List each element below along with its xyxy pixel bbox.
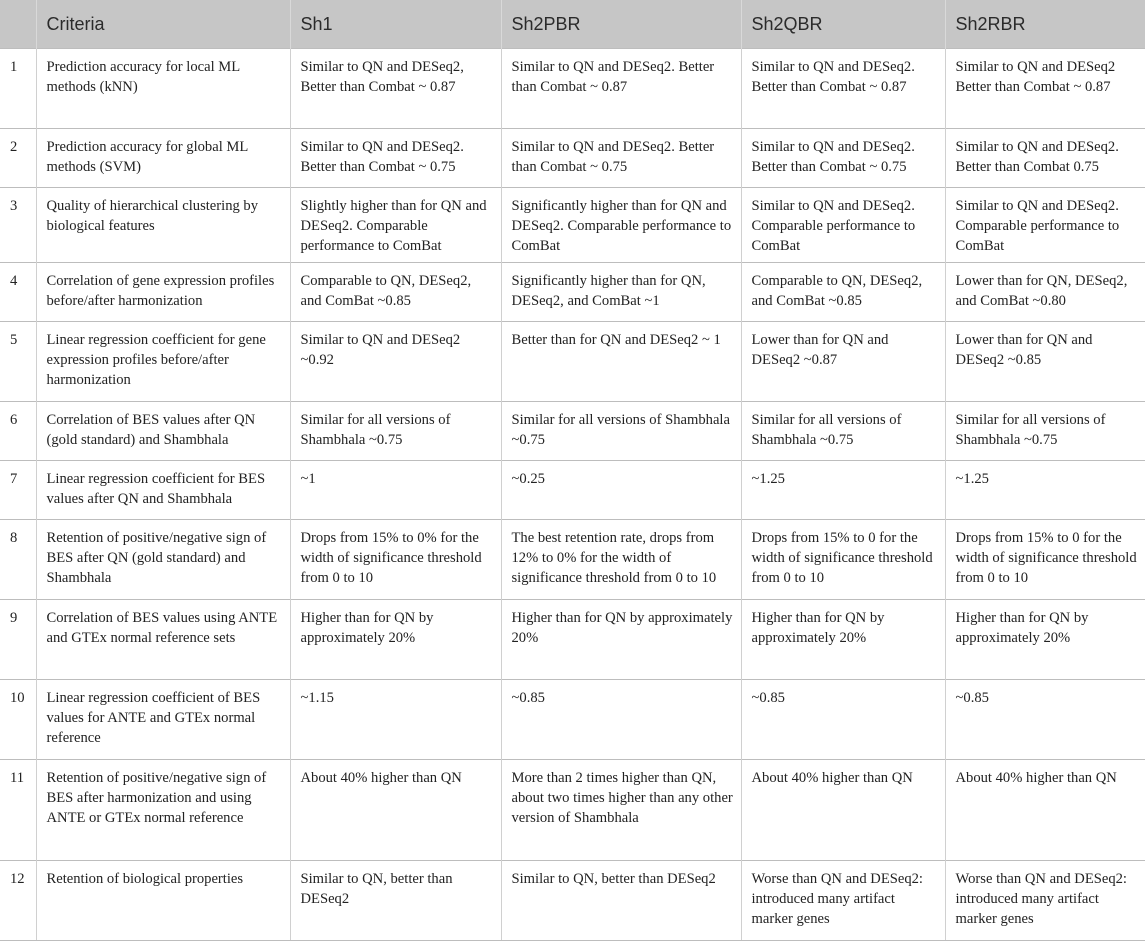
header-sh1: Sh1 [290,0,501,48]
cell-index: 2 [0,128,36,187]
table-body [0,48,1145,940]
cell-sh2qbr: Comparable to QN, DESeq2, and ComBat ~0.85 [741,262,945,321]
cell-sh2rbr: Drops from 15% to 0 for the width of significance threshold from 0 to 10 [945,519,1145,599]
table-row [0,321,1145,401]
cell-index: 8 [0,519,36,599]
cell-sh2qbr: Lower than for QN and DESeq2 ~0.87 [741,321,945,401]
header-criteria: Criteria [36,0,290,48]
cell-index: 10 [0,679,36,759]
cell-sh2qbr: Similar to QN and DESeq2. Comparable performance to ComBat [741,187,945,262]
cell-sh2rbr: Lower than for QN, DESeq2, and ComBat ~0.80 [945,262,1145,321]
cell-criteria: Retention of positive/negative sign of BES after QN (gold standard) and Shambhala [36,519,290,599]
cell-sh2pbr: Better than for QN and DESeq2 ~ 1 [501,321,741,401]
cell-sh2rbr: Worse than QN and DESeq2: introduced many artifact marker genes [945,860,1145,940]
cell-sh2qbr: ~0.85 [741,679,945,759]
cell-index: 3 [0,187,36,262]
cell-sh2qbr: Drops from 15% to 0 for the width of significance threshold from 0 to 10 [741,519,945,599]
cell-criteria: Correlation of BES values after QN (gold standard) and Shambhala [36,401,290,460]
cell-index: 4 [0,262,36,321]
cell-sh1: Similar to QN and DESeq2. Better than Combat ~ 0.75 [290,128,501,187]
cell-sh2rbr: ~0.85 [945,679,1145,759]
table-row [0,401,1145,460]
cell-sh2qbr: ~1.25 [741,460,945,519]
cell-sh2rbr: About 40% higher than QN [945,759,1145,860]
header-sh2pbr: Sh2PBR [501,0,741,48]
cell-criteria: Correlation of gene expression profiles before/after harmonization [36,262,290,321]
cell-index: 9 [0,599,36,679]
cell-sh2qbr: Higher than for QN by approximately 20% [741,599,945,679]
cell-sh2rbr: ~1.25 [945,460,1145,519]
cell-sh1: Slightly higher than for QN and DESeq2. Comparable performance to ComBat [290,187,501,262]
cell-index: 11 [0,759,36,860]
cell-sh1: Similar to QN and DESeq2 ~0.92 [290,321,501,401]
header-sh2qbr: Sh2QBR [741,0,945,48]
cell-criteria: Prediction accuracy for local ML methods (kNN) [36,48,290,128]
cell-sh2pbr: Similar to QN and DESeq2. Better than Combat ~ 0.87 [501,48,741,128]
cell-sh2pbr: Significantly higher than for QN and DESeq2. Comparable performance to ComBat [501,187,741,262]
cell-index: 6 [0,401,36,460]
cell-index: 7 [0,460,36,519]
cell-criteria: Retention of positive/negative sign of BES after harmonization and using ANTE or GTEx normal reference [36,759,290,860]
cell-sh1: Comparable to QN, DESeq2, and ComBat ~0.85 [290,262,501,321]
table-row [0,187,1145,262]
table-row [0,599,1145,679]
cell-sh1: ~1 [290,460,501,519]
table-row [0,262,1145,321]
cell-sh2pbr: Significantly higher than for QN, DESeq2, and ComBat ~1 [501,262,741,321]
cell-sh1: Drops from 15% to 0% for the width of significance threshold from 0 to 10 [290,519,501,599]
cell-sh2pbr: ~0.25 [501,460,741,519]
cell-sh2pbr: ~0.85 [501,679,741,759]
header-index [0,0,36,48]
table-row [0,460,1145,519]
cell-sh1: Similar to QN and DESeq2, Better than Combat ~ 0.87 [290,48,501,128]
cell-sh2qbr: About 40% higher than QN [741,759,945,860]
cell-sh2pbr: Similar to QN and DESeq2. Better than Combat ~ 0.75 [501,128,741,187]
cell-sh2rbr: Similar to QN and DESeq2. Comparable performance to ComBat [945,187,1145,262]
cell-sh2qbr: Similar to QN and DESeq2. Better than Combat ~ 0.75 [741,128,945,187]
table-row [0,759,1145,860]
cell-sh2qbr: Worse than QN and DESeq2: introduced many artifact marker genes [741,860,945,940]
table-row [0,128,1145,187]
cell-criteria: Quality of hierarchical clustering by biological features [36,187,290,262]
cell-criteria: Linear regression coefficient for gene expression profiles before/after harmonization [36,321,290,401]
cell-sh2pbr: The best retention rate, drops from 12% to 0% for the width of significance threshold from 0 to 10 [501,519,741,599]
cell-sh2rbr: Lower than for QN and DESeq2 ~0.85 [945,321,1145,401]
table-row [0,48,1145,128]
table-row [0,519,1145,599]
cell-sh1: Higher than for QN by approximately 20% [290,599,501,679]
cell-criteria: Linear regression coefficient for BES values after QN and Shambhala [36,460,290,519]
cell-sh2pbr: Similar to QN, better than DESeq2 [501,860,741,940]
cell-sh2pbr: Higher than for QN by approximately 20% [501,599,741,679]
table-row [0,679,1145,759]
cell-sh1: Similar for all versions of Shambhala ~0.75 [290,401,501,460]
cell-criteria: Retention of biological properties [36,860,290,940]
cell-index: 5 [0,321,36,401]
cell-sh2qbr: Similar for all versions of Shambhala ~0.75 [741,401,945,460]
cell-index: 12 [0,860,36,940]
cell-criteria: Correlation of BES values using ANTE and GTEx normal reference sets [36,599,290,679]
cell-sh2pbr: More than 2 times higher than QN, about two times higher than any other version of Shambhala [501,759,741,860]
cell-criteria: Linear regression coefficient of BES values for ANTE and GTEx normal reference [36,679,290,759]
cell-index: 1 [0,48,36,128]
table-header [0,0,1145,48]
cell-criteria: Prediction accuracy for global ML methods (SVM) [36,128,290,187]
cell-sh2pbr: Similar for all versions of Shambhala ~0.75 [501,401,741,460]
cell-sh2rbr: Higher than for QN by approximately 20% [945,599,1145,679]
cell-sh1: Similar to QN, better than DESeq2 [290,860,501,940]
cell-sh2rbr: Similar to QN and DESeq2. Better than Combat 0.75 [945,128,1145,187]
header-sh2rbr: Sh2RBR [945,0,1145,48]
cell-sh2rbr: Similar for all versions of Shambhala ~0.75 [945,401,1145,460]
cell-sh1: ~1.15 [290,679,501,759]
table-row [0,860,1145,940]
cell-sh1: About 40% higher than QN [290,759,501,860]
cell-sh2qbr: Similar to QN and DESeq2. Better than Combat ~ 0.87 [741,48,945,128]
header-row [0,0,1145,48]
cell-sh2rbr: Similar to QN and DESeq2 Better than Combat ~ 0.87 [945,48,1145,128]
